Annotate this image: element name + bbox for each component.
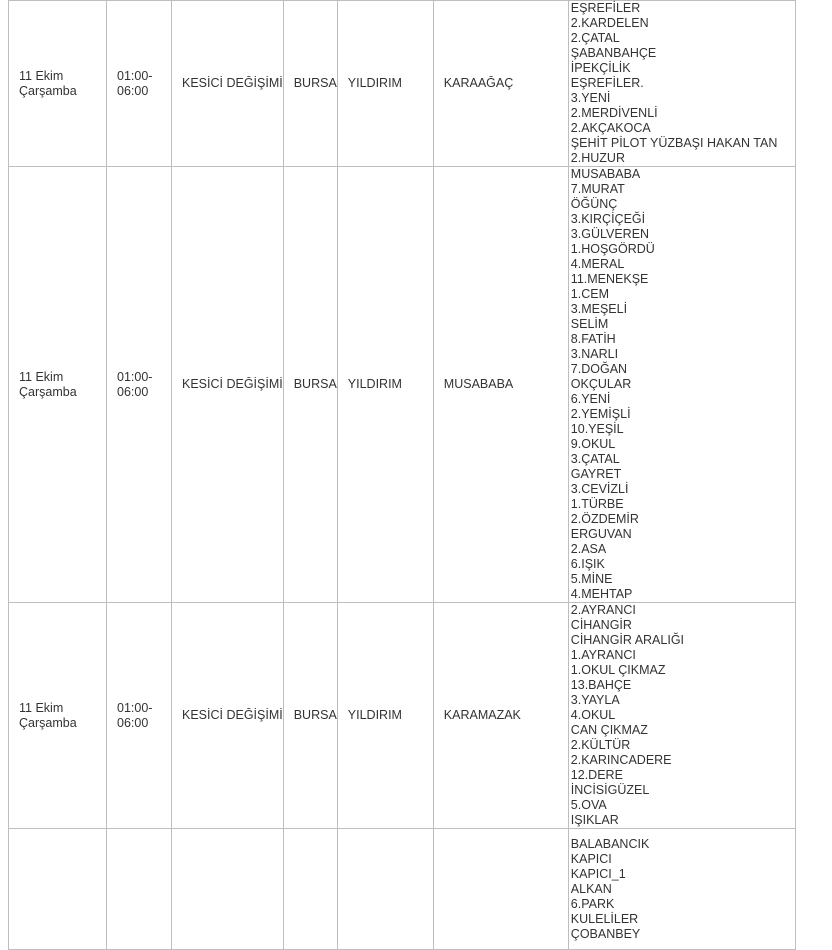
street-item: 6.PARK (570, 896, 615, 911)
day-text: Çarşamba (19, 83, 77, 98)
time-start: 01:00- (117, 369, 153, 384)
time-end: 06:00 (117, 384, 149, 399)
date-text: 11 Ekim (19, 68, 64, 83)
street-item: 9.OKUL (570, 437, 616, 451)
street-item: 3.KIRÇİÇEĞİ (570, 212, 646, 226)
neighborhood-text: KARAAĞAÇ (443, 76, 514, 90)
table-row (9, 603, 796, 829)
street-item: 1.HOŞGÖRDÜ (570, 242, 655, 256)
street-item: SELİM (570, 317, 609, 331)
street-item: 5.MİNE (570, 572, 613, 586)
time-cell (107, 829, 172, 950)
street-item: 2.HUZUR (570, 151, 625, 165)
reason-text: KESİCİ DEĞİŞİMİ (182, 377, 283, 391)
street-item: KAPICI (570, 851, 612, 866)
province-cell (283, 1, 337, 167)
district-text: YILDIRIM (347, 76, 402, 90)
street-list (569, 603, 795, 828)
time-cell (107, 1, 172, 167)
street-item: 3.YENİ (570, 91, 611, 105)
province-text: BURSA (293, 377, 337, 391)
district-text: YILDIRIM (347, 377, 402, 391)
table-row (9, 167, 796, 603)
street-item: İNCİSİGÜZEL (570, 783, 650, 797)
province-cell (283, 167, 337, 603)
district-text: YILDIRIM (347, 708, 402, 722)
neighborhood-text: KARAMAZAK (443, 708, 521, 722)
street-item: 2.KÜLTÜR (570, 738, 631, 752)
street-item: 2.AKÇAKOCA (570, 121, 651, 135)
street-item: BALABANCIK (570, 836, 650, 851)
street-item: 2.KARDELEN (570, 16, 649, 30)
street-item: 2.ASA (570, 542, 607, 556)
time-cell (107, 167, 172, 603)
street-item: ŞEHİT PİLOT YÜZBAŞI HAKAN TAN (570, 136, 778, 150)
street-item: ERGUVAN (570, 527, 632, 541)
reason-cell (172, 167, 284, 603)
street-item: ÖĞÜNÇ (570, 197, 618, 211)
street-item: 4.MEHTAP (570, 587, 633, 601)
day-text: Çarşamba (19, 715, 77, 730)
province-cell (283, 829, 337, 950)
street-item: KAPICI_1 (570, 866, 626, 881)
reason-cell (172, 829, 284, 950)
street-item: İPEKÇİLİK (570, 61, 631, 75)
street-item: 7.DOĞAN (570, 362, 628, 376)
street-item: 11.MENEKŞE (570, 272, 649, 286)
reason-cell (172, 1, 284, 167)
street-item: 1.CEM (570, 287, 609, 301)
outage-table (8, 0, 796, 950)
street-item: 10.YEŞİL (570, 422, 624, 436)
street-item: EŞREFİLER. (570, 76, 644, 90)
street-item: OKÇULAR (570, 377, 632, 391)
neighborhood-cell (433, 829, 568, 950)
street-item: MUSABABA (570, 167, 641, 181)
street-item: 8.FATİH (570, 332, 616, 346)
street-item: 1.AYRANCI (570, 648, 636, 662)
street-item: 3.CEVİZLİ (570, 482, 629, 496)
street-list (569, 837, 795, 942)
date-cell (9, 167, 107, 603)
street-item: ŞABANBAHÇE (570, 46, 657, 60)
street-item: CİHANGİR (570, 618, 632, 632)
street-item: 4.OKUL (570, 708, 616, 722)
neighborhood-text: MUSABABA (443, 377, 514, 391)
street-item: 2.ÇATAL (570, 31, 620, 45)
street-item: IŞIKLAR (570, 813, 619, 827)
time-end: 06:00 (117, 83, 149, 98)
reason-text: KESİCİ DEĞİŞİMİ (182, 76, 283, 90)
neighborhood-cell (433, 1, 568, 167)
date-cell (9, 829, 107, 950)
street-item: 2.AYRANCI (570, 603, 636, 617)
table-row (9, 829, 796, 950)
street-item: 2.ÖZDEMİR (570, 512, 639, 526)
street-item: 1.TÜRBE (570, 497, 624, 511)
day-text: Çarşamba (19, 384, 77, 399)
neighborhood-cell (433, 603, 568, 829)
street-item: 1.OKUL ÇIKMAZ (570, 663, 666, 677)
street-item: GAYRET (570, 467, 622, 481)
time-start: 01:00- (117, 700, 153, 715)
table-row (9, 1, 796, 167)
street-item: 6.YENİ (570, 392, 611, 406)
district-cell (337, 1, 433, 167)
street-item: 5.OVA (570, 798, 607, 812)
street-item: 3.YAYLA (570, 693, 620, 707)
street-item: 2.YEMİŞLİ (570, 407, 631, 421)
time-start: 01:00- (117, 68, 153, 83)
reason-cell (172, 603, 284, 829)
street-item: CİHANGİR ARALIĞI (570, 633, 685, 647)
date-cell (9, 603, 107, 829)
street-list (569, 167, 795, 602)
time-cell (107, 603, 172, 829)
street-item: 3.GÜLVEREN (570, 227, 650, 241)
street-item: 13.BAHÇE (570, 678, 632, 692)
street-item: EŞREFİLER (570, 1, 641, 15)
street-item: ÇOBANBEY (570, 926, 641, 941)
street-item: 3.ÇATAL (570, 452, 620, 466)
street-item: 7.MURAT (570, 182, 625, 196)
streets-cell (568, 829, 795, 950)
street-item: 12.DERE (570, 768, 623, 782)
province-text: BURSA (293, 76, 337, 90)
street-item: CAN ÇIKMAZ (570, 723, 648, 737)
street-item: 2.KARINCADERE (570, 753, 672, 767)
province-text: BURSA (293, 708, 337, 722)
street-item: 3.MEŞELİ (570, 302, 628, 316)
province-cell (283, 603, 337, 829)
neighborhood-cell (433, 167, 568, 603)
streets-cell (568, 167, 795, 603)
district-cell (337, 829, 433, 950)
district-cell (337, 167, 433, 603)
streets-cell (568, 603, 795, 829)
street-item: KULELİLER (570, 911, 639, 926)
reason-text: KESİCİ DEĞİŞİMİ (182, 708, 283, 722)
street-item: 4.MERAL (570, 257, 625, 271)
street-item: 6.IŞIK (570, 557, 605, 571)
street-item: 2.MERDİVENLİ (570, 106, 658, 120)
street-list (569, 1, 795, 166)
time-end: 06:00 (117, 715, 149, 730)
date-cell (9, 1, 107, 167)
street-item: ALKAN (570, 881, 612, 896)
date-text: 11 Ekim (19, 700, 64, 715)
district-cell (337, 603, 433, 829)
streets-cell (568, 1, 795, 167)
date-text: 11 Ekim (19, 369, 64, 384)
street-item: 3.NARLI (570, 347, 619, 361)
